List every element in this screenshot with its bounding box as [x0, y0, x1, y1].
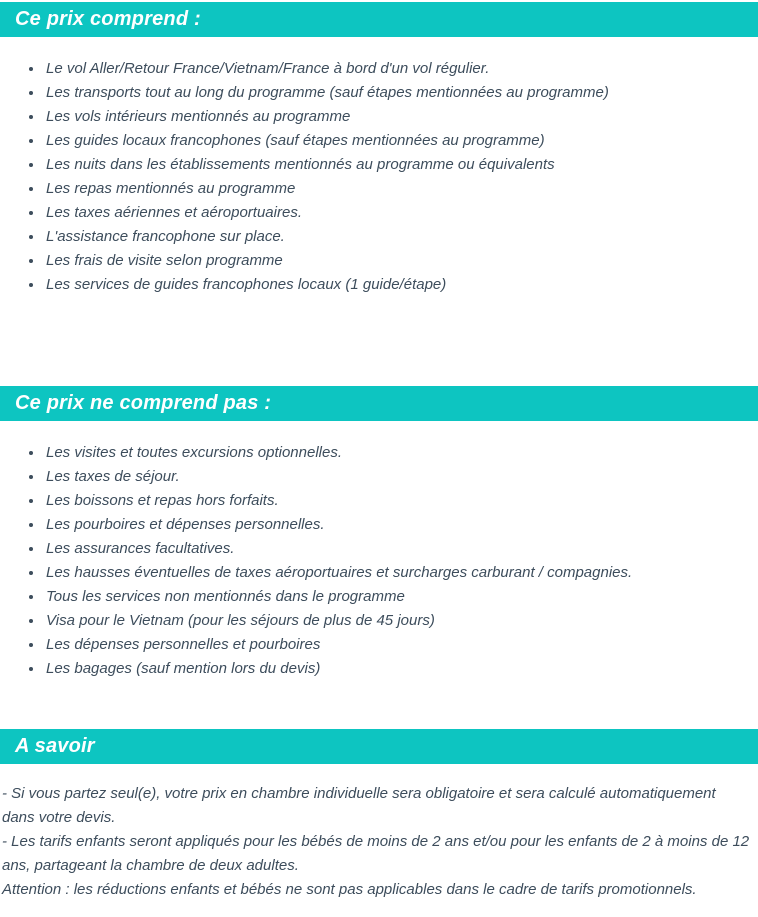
list-item: • Le vol Aller/Retour France/Vietnam/France à bord d'un vol régulier.: [44, 57, 758, 81]
list-item: • Les frais de visite selon programme: [44, 249, 758, 273]
list-item: • Les assurances facultatives.: [44, 537, 758, 561]
list-item: • Les hausses éventuelles de taxes aéroportuaires et surcharges carburant / compagnies.: [44, 561, 758, 585]
list-item: • Les boissons et repas hors forfaits.: [44, 489, 758, 513]
section-header-good-to-know: [0, 729, 758, 764]
list-item: • Les repas mentionnés au programme: [44, 177, 758, 201]
list-item: • Les dépenses personnelles et pourboires: [44, 633, 758, 657]
pricing-details-page: [0, 2, 758, 917]
section-title-price-excludes: Ce prix ne comprend pas :: [15, 392, 272, 414]
price-includes-list: [0, 57, 758, 297]
list-item: • Les guides locaux francophones (sauf étapes mentionnées au programme): [44, 129, 758, 153]
list-item: • Les visites et toutes excursions optionnelles.: [44, 441, 758, 465]
list-item: • Les taxes aériennes et aéroportuaires.: [44, 201, 758, 225]
list-item: • Les services de guides francophones locaux (1 guide/étape): [44, 273, 758, 297]
section-title-good-to-know: A savoir: [15, 735, 95, 757]
note-paragraph: Attention : les réductions enfants et bébés ne sont pas applicables dans le cadre de tarifs promotionnels.: [2, 881, 697, 898]
list-item: • Les transports tout au long du programme (sauf étapes mentionnées au programme): [44, 81, 758, 105]
section-title-price-includes: Ce prix comprend :: [15, 8, 201, 30]
good-to-know-notes: [0, 782, 758, 902]
list-item: • Les taxes de séjour.: [44, 465, 758, 489]
note-paragraph: - Les tarifs enfants seront appliqués pour les bébés de moins de 2 ans et/ou pour les enfants de 2 à moins de 12 ans, partageant la chambre de deux adultes.: [2, 833, 750, 874]
list-item: • Visa pour le Vietnam (pour les séjours de plus de 45 jours): [44, 609, 758, 633]
list-item: • Les vols intérieurs mentionnés au programme: [44, 105, 758, 129]
section-header-price-excludes: [0, 386, 758, 421]
list-item: • Les nuits dans les établissements mentionnés au programme ou équivalents: [44, 153, 758, 177]
section-header-price-includes: [0, 2, 758, 37]
list-item: • L'assistance francophone sur place.: [44, 225, 758, 249]
list-item: • Les bagages (sauf mention lors du devis): [44, 657, 758, 681]
list-item: • Les pourboires et dépenses personnelles.: [44, 513, 758, 537]
note-paragraph: - Si vous partez seul(e), votre prix en chambre individuelle sera obligatoire et sera calculé automatiquement dans votre devis.: [2, 785, 716, 826]
list-item: • Tous les services non mentionnés dans le programme: [44, 585, 758, 609]
price-excludes-list: [0, 441, 758, 681]
